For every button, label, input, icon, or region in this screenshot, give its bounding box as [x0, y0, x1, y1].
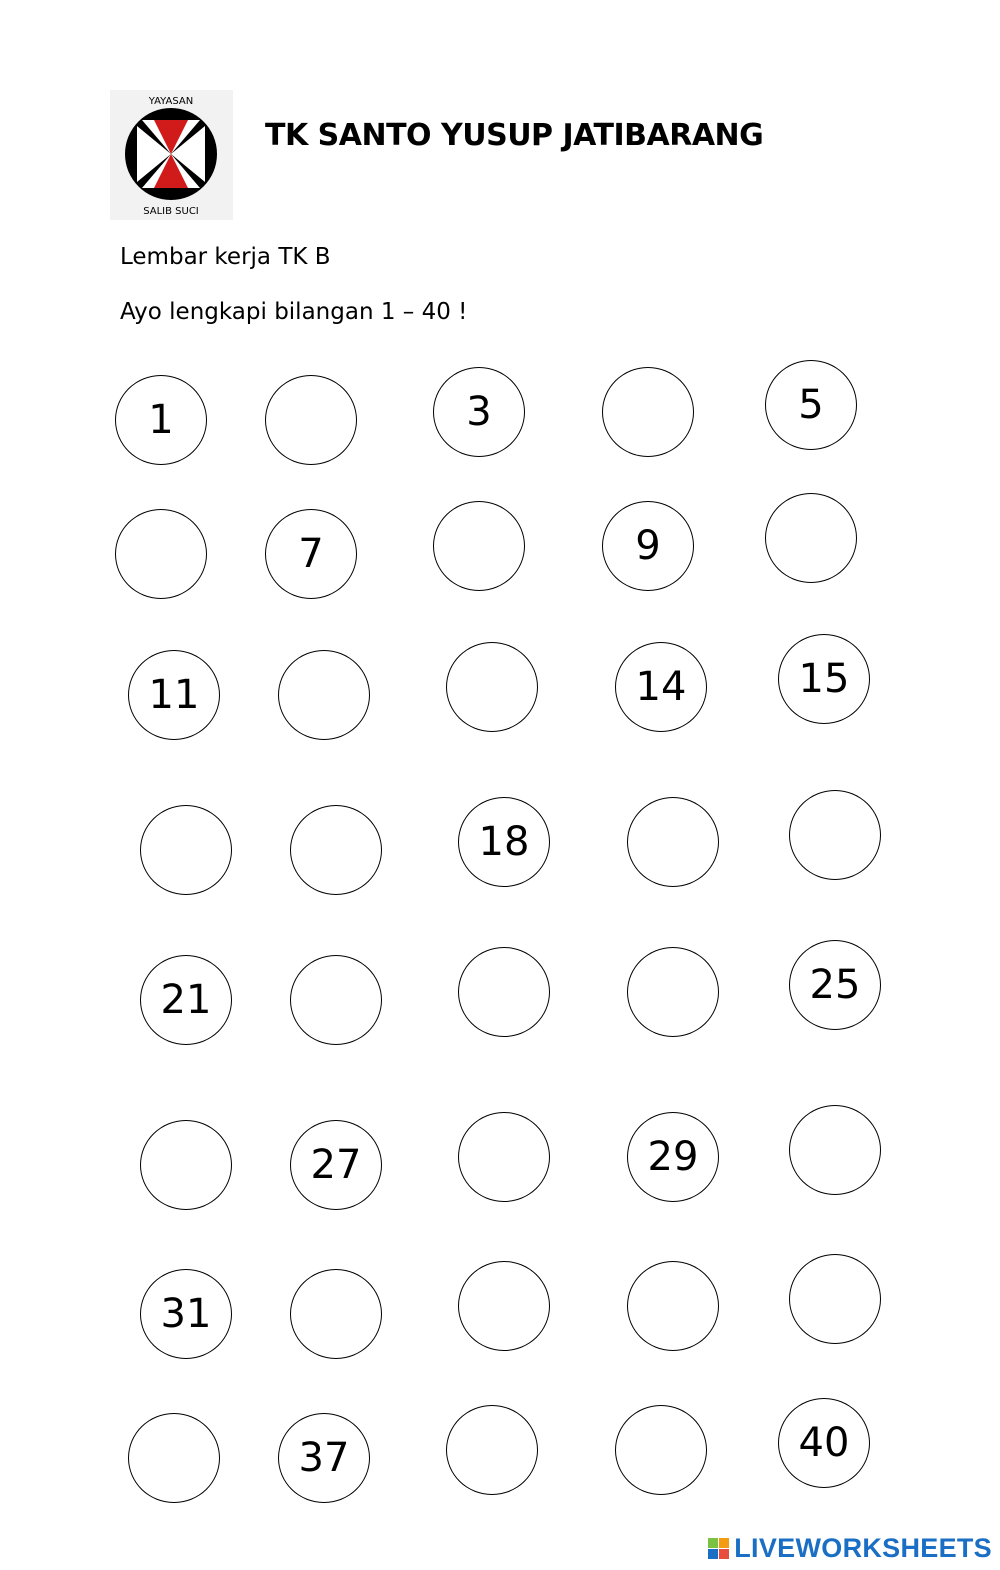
number-circle[interactable]: 37	[278, 1413, 370, 1503]
number-circle[interactable]	[265, 375, 357, 465]
number-circle[interactable]	[128, 1413, 220, 1503]
number-circle[interactable]	[458, 1261, 550, 1351]
number-circle[interactable]	[458, 1112, 550, 1202]
number-circle[interactable]	[627, 1261, 719, 1351]
number-circle[interactable]	[789, 1105, 881, 1195]
number-circle[interactable]	[602, 367, 694, 457]
number-circle[interactable]: 25	[789, 940, 881, 1030]
school-logo	[110, 90, 233, 220]
worksheet-instruction: Ayo lengkapi bilangan 1 – 40 !	[120, 299, 468, 325]
number-circle[interactable]	[458, 947, 550, 1037]
number-circle[interactable]	[290, 1269, 382, 1359]
liveworksheets-logo-icon	[708, 1538, 730, 1560]
number-circle[interactable]: 14	[615, 642, 707, 732]
number-circle[interactable]: 29	[627, 1112, 719, 1202]
number-circle[interactable]	[627, 797, 719, 887]
number-circle[interactable]: 1	[115, 375, 207, 465]
number-circle[interactable]: 31	[140, 1269, 232, 1359]
number-circle[interactable]	[446, 642, 538, 732]
number-circle[interactable]	[433, 501, 525, 591]
number-circle[interactable]	[789, 1254, 881, 1344]
number-circle[interactable]: 27	[290, 1120, 382, 1210]
number-circle[interactable]: 7	[265, 509, 357, 599]
number-circle[interactable]: 9	[602, 501, 694, 591]
liveworksheets-brand[interactable]	[708, 1533, 992, 1564]
number-circle[interactable]	[115, 509, 207, 599]
number-circle[interactable]	[765, 493, 857, 583]
worksheet-level: Lembar kerja TK B	[120, 244, 331, 270]
number-circle[interactable]	[290, 805, 382, 895]
number-circle[interactable]	[446, 1405, 538, 1495]
number-circle[interactable]: 40	[778, 1398, 870, 1488]
number-circle[interactable]: 5	[765, 360, 857, 450]
brand-name: LIVEWORKSHEETS	[734, 1533, 992, 1563]
salib-suci-cross-icon	[110, 90, 233, 220]
number-circle[interactable]	[627, 947, 719, 1037]
number-circle[interactable]	[290, 955, 382, 1045]
number-circle[interactable]: 18	[458, 797, 550, 887]
number-circle[interactable]: 15	[778, 634, 870, 724]
number-circle[interactable]: 3	[433, 367, 525, 457]
number-circle[interactable]	[140, 1120, 232, 1210]
number-circle[interactable]	[278, 650, 370, 740]
number-circle[interactable]: 11	[128, 650, 220, 740]
number-circle[interactable]	[615, 1405, 707, 1495]
number-circle[interactable]: 21	[140, 955, 232, 1045]
number-circle[interactable]	[140, 805, 232, 895]
number-circle[interactable]	[789, 790, 881, 880]
logo-text-bottom: SALIB SUCI	[143, 206, 199, 217]
logo-text-top: YAYASAN	[148, 96, 194, 107]
school-title: TK SANTO YUSUP JATIBARANG	[265, 118, 764, 153]
